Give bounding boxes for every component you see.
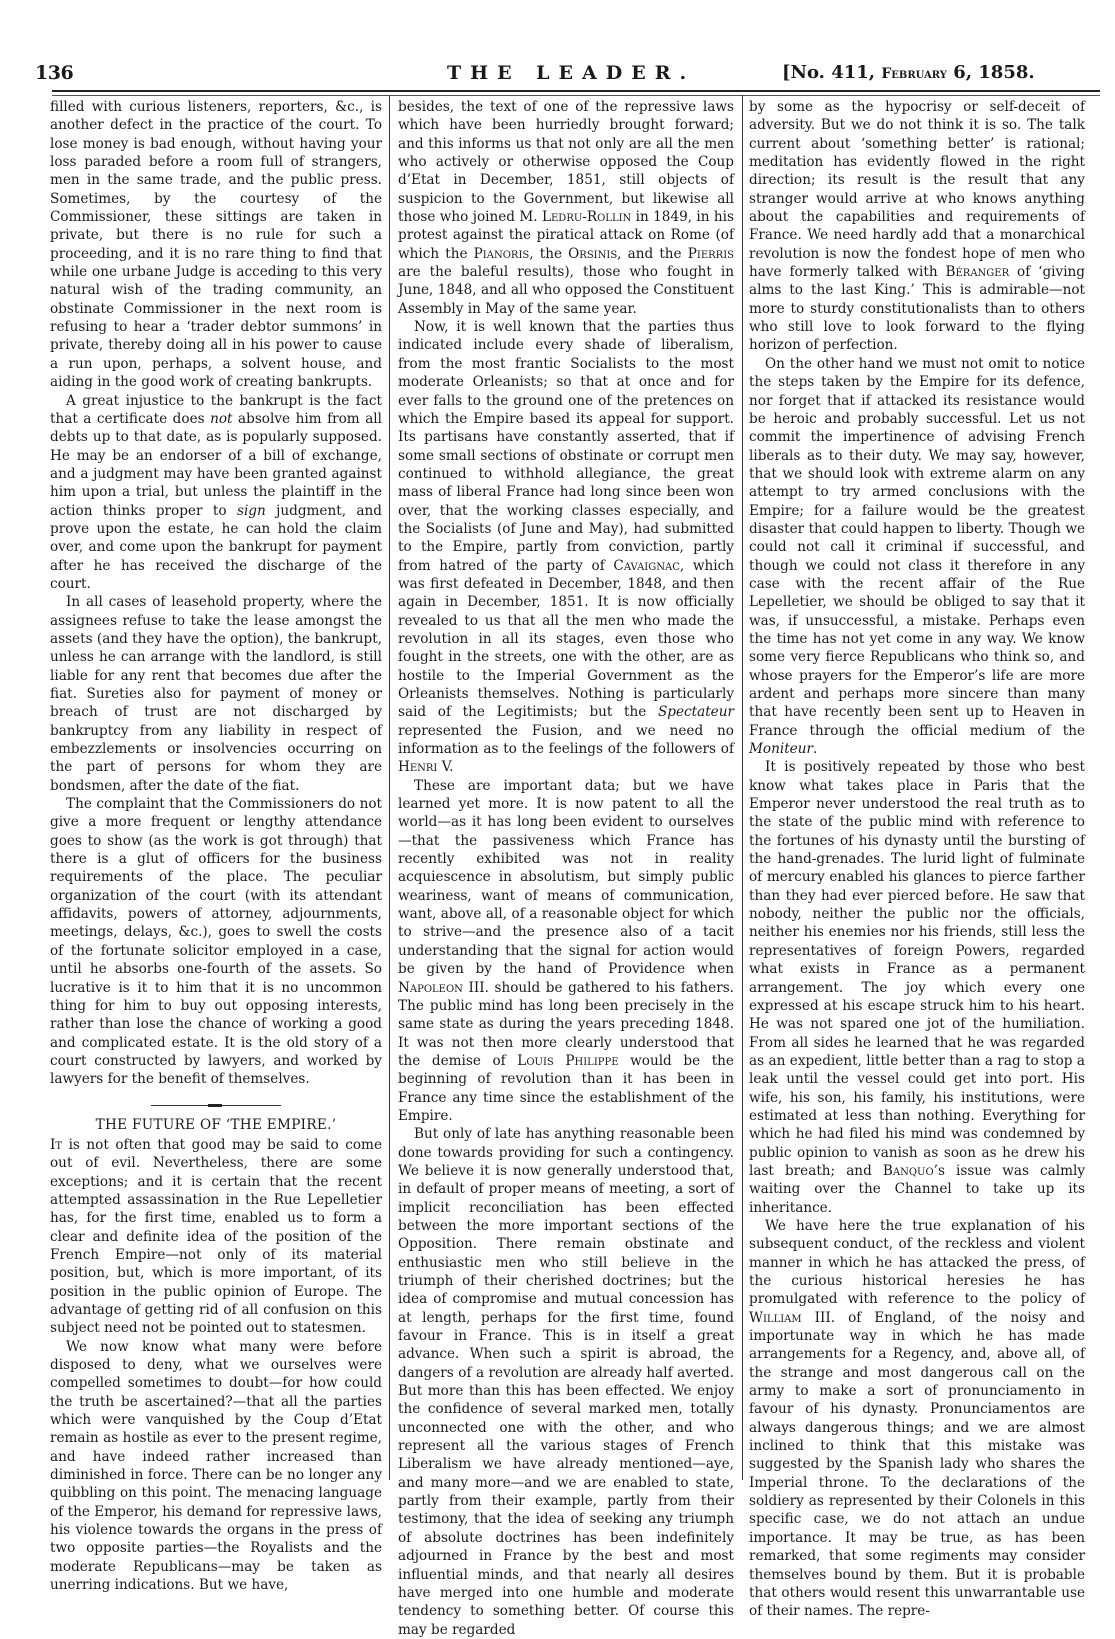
text-run: We have here the true explanation of his subsequent conduct, of the reckless and violent manner in which he has attacked the press, of the curious historical heresies he has promulgated with reference to the policy of [749,1217,1085,1308]
text-run: by some as the hypocrisy or self-deceit of adversity. But we do not think it is so. The talk current about ‘something better’ is rational; meditation has evidently flowed in the right direction; its result is the result that any stranger would arrive at who knows anything about the capabilities and requirements of France. We need hardly add that a monarchical revolution is now the fondest hope of men who have formerly talked with [749,99,1085,281]
proper-name: Banquo [882,1162,934,1179]
issue-month: February [881,66,947,82]
paragraph [749,98,1085,355]
paragraph [50,392,382,594]
text-run: besides, the text of one of the repressive laws which have been hurriedly brought forward; and this informs us that not only are all the men who actively or otherwise opposed the Coup d’Etat in December, 1851, still objects of suspicion to the Government, but likewise all those who joined M. [398,99,734,226]
text-run: ’s issue was calmly waiting over the Channel to take up its inheritance. [749,1162,1086,1216]
proper-name: Orsinis [568,245,618,262]
column-2 [398,98,734,1639]
paragraph [398,777,734,1126]
text-run: in 1849, in his protest against the piratical attack on Rome (of which the [398,209,734,262]
masthead [0,62,1115,90]
paragraph: The complaint that the Commissioners do not give a more frequent or lengthy attendance goes to show (as the work is got through) that there is a glut of officers for the business requirements of the place. The peculiar organization of the court (with its attendant affidavits, powers of attorney, adjournments, meetings, delays, &c.), goes to swell the costs of the fortunate solicitor employed in a case, until he absorbs one-fourth of the assets. So lucrative is it to him that it is no uncommon thing for him to buy out opposing interests, rather than lose the chance of working a good and complicated estate. It is the old story of a court constructed by lawyers, and worked by lawyers for the benefit of themselves. [50,796,382,1088]
emphasis: Moniteur [749,741,813,758]
issue-suffix: 6, 1858. [946,62,1035,83]
issue-info [782,62,1035,83]
text-run: On the other hand we must not omit to notice the steps taken by the Empire for its defence, nor forget that if attacked its resistance would be heroic and probably successful. Let us not commit the impertinence of advising French liberals as to their duty. We may say, however, that we should look with extreme alarm on any attempt to try armed conclusions with the Empire; for a failure would be the greatest disaster that could happen to liberty. Though we could not call it criminal if successful, and though we could not class it therefore in any case with the recent affair of the Rue Lepelletier, we should be obliged to say that it was, if unsuccessful, a mistake. Perhaps even the time has not yet come in any way. We know some very fierce Republicans who think so, and whose prayers for the Emperor’s life are more ardent and perhaps more sincere than many that have recently been sent up to Heaven in France through the official medium of the [749,355,1085,739]
paragraph: But only of late has anything reasonable been done towards providing for such a contingency. We believe it is now generally understood that, in default of proper means of meeting, a sort of implicit reconciliation has been effected between the more important sections of the Opposition. There remain obstinate and enthusiastic men who still believe in the triumph of their cherished doctrines; but the idea of compromise and mutual concession has at length, perhaps for the first time, found favour in France. This is in itself a great advance. When such a spirit is abroad, the dangers of a revolution are already half averted. But more than this has been effected. We enjoy the confidence of several marked men, totally unconnected one with the other, and who represent all the various stages of French Liberalism we have already mentioned—aye, and many more—and we are enabled to state, partly from their example, partly from their testimony, that the idea of seeking any triumph of absolute doctrines has been indefinitely adjourned in France by the best and most influential minds, and that nearly all desires have merged into one humble and moderate tendency to something better. Of course this may be regarded [398,1126,734,1638]
text-run: III. should be gathered to his fathers. The public mind has long been precisely in the same state as during the years preceding 1848. It was not then more clearly understood that the demise of [398,979,734,1069]
column-1 [50,98,382,1595]
text-run: represented the Fusion, and we need no information as to the feelings of the followers of [398,722,734,758]
newspaper-title: THE LEADER. [447,62,696,84]
proper-name: Béranger [945,264,1010,281]
text-run: These are important data; but we have learned yet more. It is now patent to all the world—as it has long been evident to ourselves—that the passiveness which France has recently exhibited was not in reality acquiescence in absolutism, but simply public weariness, want of means of communication, want, above all, of a reasonable object for which to strive—and the presence also of a tacit understanding that the signal for action would be given by the hand of Providence when [398,777,734,978]
column-rule-2 [742,95,743,1480]
proper-name: Napoleon [398,979,463,996]
text-run: A great injustice to the bankrupt is the fact that a certificate does [50,392,382,427]
proper-name: Pierris [687,245,735,262]
text-run: , and the [617,245,688,262]
text-run: would be the beginning of revolution than it has been in France any time since the establishment of the Empire. [398,1052,734,1124]
text-run: Now, it is well known that the parties thus indicated include every shade of liberalism, from the most frantic Socialists to the most moderate Orleanists; so that at once and for ever falls to the ground one of the pretences on which the Empire based its appeal for support. Its partisans have constantly asserted, that if some small sections of obstinate or corrupt men continued to withhold allegiance, the great mass of liberal France had long since been won over, that the working classes especially, and the Socialists (of June and May), had submitted to the Empire, partly from conviction, partly from hatred of the party of [398,319,734,574]
article-heading: THE FUTURE OF ‘THE EMPIRE.’ [95,1116,337,1133]
text-run: . [812,741,818,758]
text-run: , the [529,245,569,262]
proper-name: William [749,1309,802,1326]
text-run: It is positively repeated by those who best know what takes place in Paris that the Emperor never understood the real truth as to the state of the public mind with reference to the fortunes of his dynasty until the bursting of the hand-grenades. The lurid light of fulminate of mercury enabled his glances to pierce farther than they had ever pierced before. He saw that nobody, neither the public nor the officials, neither his enemies nor his friends, still less the representatives of foreign Powers, regarded what exists in France as a permanent arrangement. The joy which every one expressed at his escape struck him to his heart. He was not spared one jot of the humiliation. From all sides he learned that he was regarded as an expedient, little better than a rag to stop a leak until the vessel could get into port. His wife, his son, his family, his institutions, were estimated at less than nothing. Everything for which he had filed his mind was condemned by public opinion to vanish as soon as he drew his last breath; and [749,759,1085,1179]
paragraph [50,1136,382,1338]
paragraph: In all cases of leasehold property, where the assignees refuse to take the lease amongst the assets (and they have the option), the bankrupt, unless he can arrange with the landlord, is still liable for any rent that becomes due after the fiat. Sureties also for payment of money or breach of trust are not discharged by bankruptcy from any liability in respect of embezzlements or insolvencies occurring on the part of persons for whom they are bondsmen, after the date of the fiat. [50,594,382,794]
paragraph [749,758,1085,1217]
proper-name: Henri [398,759,438,776]
text-run: III. of England, of the noisy and importunate way in which he has made arrangements for a Regency, and, above all, of the strange and most dangerous call on the army to make a sort of pronunciamento in favour of his dynasty. Pronunciamentos are always dangerous things; and we are almost inclined to think that this mistake was suggested by the Spanish lady who shares the Imperial throne. To the declarations of the soldiery as represented by their Colonels in this specific case, we do not attach an undue importance. It may be true, as has been remarked, that some regiments may consider themselves bound by them. But it is probable that others would resent this unwarrantable use of their names. The repre- [749,1309,1085,1620]
column-3 [749,98,1085,1621]
proper-name: Cavaignac [613,557,680,574]
emphasis: Spectateur [657,704,734,721]
paragraph: We now know what many were before disposed to deny, what we ourselves were compelled sometimes to doubt—for how could the truth be ascertained?—that all the parties which were vanquished by the Coup d’Etat remain as hostile as ever to the present regime, and have indeed rather increased than diminished in force. There can be no longer any quibbling on this point. The menacing language of the Emperor, his demand for repressive laws, his violence towards the organs in the press of two opposite parties—the Royalists and the moderate Republicans—may be taken as unerring indications. But we have, [50,1338,382,1594]
section-separator [151,1105,281,1106]
paragraph [749,355,1085,759]
emphasis: sign [236,502,266,519]
paragraph [749,1217,1085,1621]
proper-name: Louis Philippe [517,1052,619,1069]
paragraph [398,98,734,318]
paragraph [398,318,734,777]
initial-word: It [50,1136,63,1153]
page-number: 136 [35,62,74,84]
text-run: absolve him from all debts up to that date, as is popularly supposed. He may be an endorser of a bill of exchange, and a judgment may have been granted against him upon a trial, but unless the plaintiff in the action thinks proper to [50,410,382,519]
text-run: judgment, and prove upon the estate, he can hold the claim over, and come upon the bankrupt for payment after he has received the discharge of the court. [50,502,382,592]
emphasis: not [210,410,233,427]
column-rule-1 [389,95,390,1480]
text-run: are the baleful results), those who fought in June, 1848, and all who opposed the Constituent Assembly in May of the same year. [398,264,734,317]
proper-name: Ledru-Rollin [541,209,632,226]
text-run: is not often that good may be said to come out of evil. Nevertheless, there are some exceptions; and it is certain that the recent attempted assassination in the Rue Lepelletier has, for the first time, enabled us to form a clear and definite idea of the position of the French Empire—not only of its material position, but, which is more important, of its position in the public opinion of Europe. The advantage of getting rid of all confusion on this subject need not be pointed out to statesmen. [50,1136,382,1337]
masthead-rule [52,90,1100,96]
proper-name: Pianoris [473,245,530,262]
text-run: V. [437,759,454,776]
text-run: of ‘giving alms to the last King.’ This is admirable—not more to sturdy constitutionalists than to others who still love to look forward to the flying horizon of perfection. [749,264,1085,354]
paragraph: filled with curious listeners, reporters, &c., is another defect in the practice of the court. To lose money is bad enough, without having your loss paraded before a room full of strangers, men in the same trade, and the public press. Sometimes, by the courtesy of the Commissioner, these sittings are taken in private, but there is no rule for such a proceeding, and it is no rare thing to find that while one urbane Judge is acceding to this very natural wish of the trading community, an obstinate Commissioner in the next room is refusing to hear a ‘trader debtor summons’ in private, thereby doing all in his power to cause a run upon, perhaps, a solvent house, and aiding in the good work of creating bankrupts. [50,99,382,391]
text-run: , which was first defeated in December, 1848, and then again in December, 1851. It is now officially revealed to us that all the men who made the revolution in all its stages, even those who fought in the streets, one with the other, are as hostile to the Imperial Government as the Orleanists themselves. Nothing is particularly said of the Legitimists; but the [398,557,734,721]
issue-prefix: [No. 411, [782,62,882,83]
